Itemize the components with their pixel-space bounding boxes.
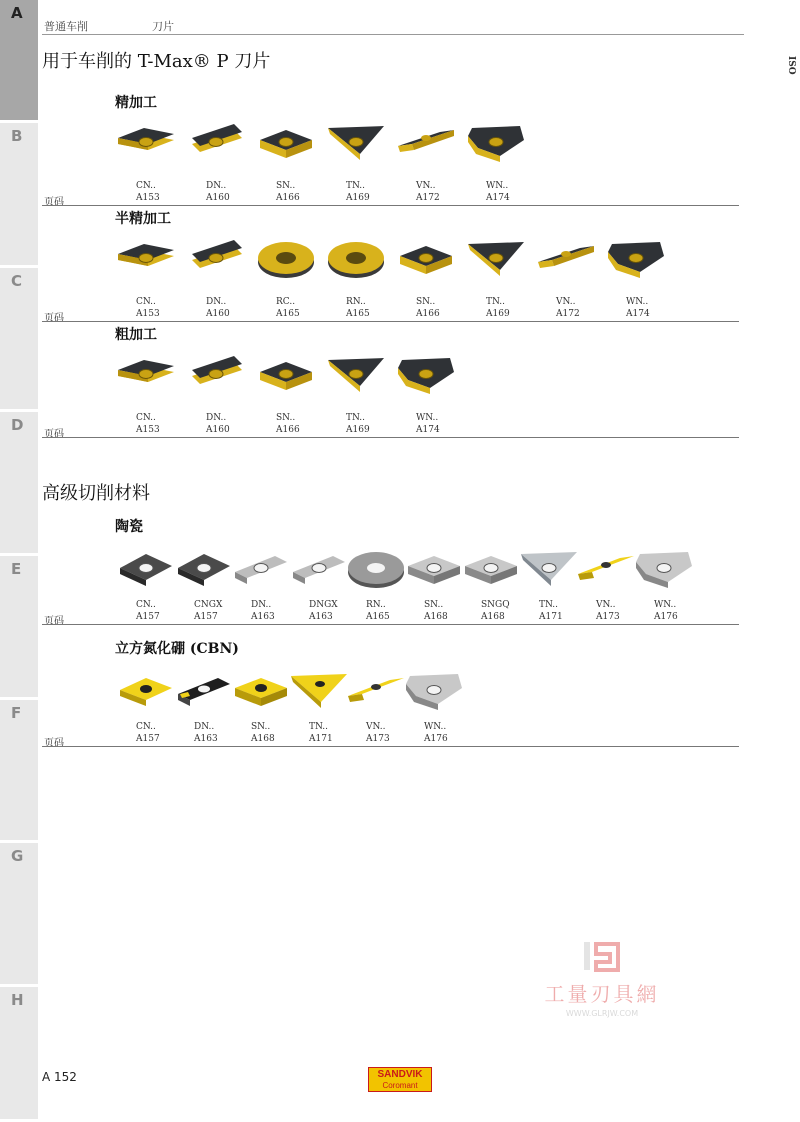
breadcrumb-page: 刀片 (152, 20, 174, 33)
row-divider (42, 437, 739, 438)
insert-page-link[interactable]: A169 (486, 309, 510, 319)
insert-code: RC.. (276, 297, 296, 307)
insert-page-link[interactable]: A157 (136, 612, 160, 622)
insert-code: CN.. (136, 600, 156, 610)
rhombic-55-insert-icon (184, 350, 248, 398)
cbn-rhombic-55-insert-icon (172, 666, 236, 714)
ceramic-rhombic-insert-icon (172, 544, 236, 592)
ceramic-triangular-insert-icon (517, 544, 581, 592)
tab-e-label: E (11, 560, 22, 578)
insert-page-link[interactable]: A171 (539, 612, 563, 622)
insert-code: TN.. (346, 413, 366, 423)
insert-code: DN.. (194, 722, 215, 732)
insert-page-link[interactable]: A166 (416, 309, 440, 319)
insert-page-link[interactable]: A176 (654, 612, 678, 622)
square-insert-icon (254, 118, 318, 166)
insert-page-link[interactable]: A153 (136, 425, 160, 435)
insert-code: SN.. (251, 722, 271, 732)
ceramic-trigon-insert-icon (402, 666, 466, 714)
insert-page-link[interactable]: A157 (136, 734, 160, 744)
rhombic-35-insert-icon (534, 234, 598, 282)
insert-code: VN.. (596, 600, 616, 610)
trigon-insert-icon (604, 234, 668, 282)
triangular-insert-icon (324, 118, 388, 166)
section-title-advanced: 高级切削材料 (42, 483, 150, 504)
tab-c-label: C (11, 272, 23, 290)
round-insert-icon (324, 234, 388, 282)
insert-code: DN.. (251, 600, 272, 610)
square-insert-icon (254, 350, 318, 398)
group-title-cbn: 立方氮化硼 (CBN) (115, 641, 239, 657)
page-label: 页码 (44, 738, 64, 749)
ceramic-square-insert-icon (402, 544, 466, 592)
sandvik-logo (368, 1067, 432, 1092)
page-label: 页码 (44, 313, 64, 324)
square-insert-icon (394, 234, 458, 282)
insert-page-link[interactable]: A165 (346, 309, 370, 319)
trigon-insert-icon (464, 118, 528, 166)
page-label: 页码 (44, 616, 64, 627)
brand-sub: Coromant (382, 1081, 418, 1090)
insert-page-link[interactable]: A160 (206, 425, 230, 435)
insert-code: TN.. (486, 297, 506, 307)
cbn-rhombic-35-insert-icon (344, 666, 408, 714)
insert-code: RN.. (366, 600, 386, 610)
side-code: ISO (786, 56, 796, 75)
rhombic-80-insert-icon (114, 118, 178, 166)
group-title-finishing: 精加工 (115, 95, 157, 111)
insert-code: WN.. (486, 181, 509, 191)
group-title-roughing: 粗加工 (115, 327, 157, 343)
ceramic-round-insert-icon (344, 544, 408, 592)
insert-code: SN.. (276, 413, 296, 423)
ceramic-rhombic-55-insert-icon (229, 544, 293, 592)
triangular-insert-icon (324, 350, 388, 398)
insert-page-link[interactable]: A163 (309, 612, 333, 622)
insert-page-link[interactable]: A174 (626, 309, 650, 319)
rhombic-80-insert-icon (114, 234, 178, 282)
tab-a-label: A (11, 4, 23, 22)
insert-page-link[interactable]: A166 (276, 425, 300, 435)
tab-b-label: B (11, 127, 23, 145)
insert-page-link[interactable]: A174 (416, 425, 440, 435)
tab-d-label: D (11, 416, 24, 434)
section-sidebar (0, 0, 38, 1122)
insert-code: CN.. (136, 413, 156, 423)
cbn-rhombic-insert-icon (114, 666, 178, 714)
watermark-text: 工量刃具網 (544, 982, 660, 1006)
insert-code: DN.. (206, 413, 227, 423)
insert-code: SN.. (276, 181, 296, 191)
insert-page-link[interactable]: A173 (366, 734, 390, 744)
insert-page-link[interactable]: A163 (251, 612, 275, 622)
insert-page-link[interactable]: A169 (346, 425, 370, 435)
insert-code: VN.. (366, 722, 386, 732)
ceramic-trigon-insert-icon (632, 544, 696, 592)
cbn-square-insert-icon (229, 666, 293, 714)
insert-code: WN.. (424, 722, 447, 732)
insert-page-link[interactable]: A165 (366, 612, 390, 622)
insert-code: CN.. (136, 297, 156, 307)
ceramic-rhombic-55-insert-icon (287, 544, 351, 592)
insert-code: CNGX (194, 600, 223, 610)
tab-d[interactable] (0, 412, 38, 556)
header-bar (42, 17, 744, 35)
insert-page-link[interactable]: A163 (194, 734, 218, 744)
tab-f[interactable] (0, 700, 38, 843)
rhombic-35-insert-icon (394, 118, 458, 166)
page-label: 页码 (44, 197, 64, 208)
watermark-logo-icon (582, 940, 622, 974)
insert-code: SN.. (424, 600, 444, 610)
insert-code: DNGX (309, 600, 338, 610)
insert-code: TN.. (539, 600, 559, 610)
tab-f-label: F (11, 704, 22, 722)
insert-page-link[interactable]: A172 (416, 193, 440, 203)
page-number: A 152 (42, 1070, 77, 1084)
tab-g-label: G (11, 847, 24, 865)
tab-c[interactable] (0, 268, 38, 412)
rhombic-80-insert-icon (114, 350, 178, 398)
insert-page-link[interactable]: A172 (556, 309, 580, 319)
watermark-url: WWW.GLRJW.COM (565, 1009, 639, 1018)
insert-code: DN.. (206, 181, 227, 191)
tab-h[interactable] (0, 987, 38, 1122)
page-label: 页码 (44, 429, 64, 440)
rhombic-55-insert-icon (184, 234, 248, 282)
insert-code: WN.. (416, 413, 439, 423)
insert-code: SN.. (416, 297, 436, 307)
tab-b[interactable] (0, 123, 38, 268)
trigon-insert-icon (394, 350, 458, 398)
insert-page-link[interactable]: A157 (194, 612, 218, 622)
cbn-triangular-insert-icon (287, 666, 351, 714)
row-divider (42, 746, 739, 747)
insert-page-link[interactable]: A153 (136, 193, 160, 203)
insert-page-link[interactable]: A168 (424, 612, 448, 622)
row-divider (42, 624, 739, 625)
row-divider (42, 205, 739, 206)
brand-name: SANDVIK (377, 1069, 423, 1080)
tab-e[interactable] (0, 556, 38, 700)
triangular-insert-icon (464, 234, 528, 282)
group-title-semi-finishing: 半精加工 (115, 211, 171, 227)
page-title: 用于车削的 T-Max® P 刀片 (42, 51, 271, 72)
insert-page-link[interactable]: A153 (136, 309, 160, 319)
breadcrumb-section: 普通车削 (44, 20, 88, 33)
insert-page-link[interactable]: A168 (481, 612, 505, 622)
insert-page-link[interactable]: A174 (486, 193, 510, 203)
insert-page-link[interactable]: A169 (346, 193, 370, 203)
insert-page-link[interactable]: A171 (309, 734, 333, 744)
insert-code: DN.. (206, 297, 227, 307)
insert-page-link[interactable]: A160 (206, 193, 230, 203)
watermark (532, 940, 672, 1018)
insert-code: TN.. (346, 181, 366, 191)
ceramic-rhombic-insert-icon (114, 544, 178, 592)
group-title-ceramic: 陶瓷 (115, 519, 143, 535)
insert-page-link[interactable]: A160 (206, 309, 230, 319)
insert-code: WN.. (654, 600, 677, 610)
insert-page-link[interactable]: A173 (596, 612, 620, 622)
rhombic-55-insert-icon (184, 118, 248, 166)
tab-g[interactable] (0, 843, 38, 987)
tab-a[interactable] (0, 0, 38, 123)
cbn-rhombic-35-insert-icon (574, 544, 638, 592)
insert-code: CN.. (136, 181, 156, 191)
insert-page-link[interactable]: A165 (276, 309, 300, 319)
tab-h-label: H (11, 991, 24, 1009)
insert-code: CN.. (136, 722, 156, 732)
insert-page-link[interactable]: A168 (251, 734, 275, 744)
insert-code: TN.. (309, 722, 329, 732)
insert-code: WN.. (626, 297, 649, 307)
row-divider (42, 321, 739, 322)
insert-code: RN.. (346, 297, 366, 307)
insert-page-link[interactable]: A166 (276, 193, 300, 203)
round-insert-icon (254, 234, 318, 282)
insert-page-link[interactable]: A176 (424, 734, 448, 744)
insert-code: VN.. (416, 181, 436, 191)
insert-code: SNGQ (481, 600, 510, 610)
ceramic-square-insert-icon (459, 544, 523, 592)
insert-code: VN.. (556, 297, 576, 307)
